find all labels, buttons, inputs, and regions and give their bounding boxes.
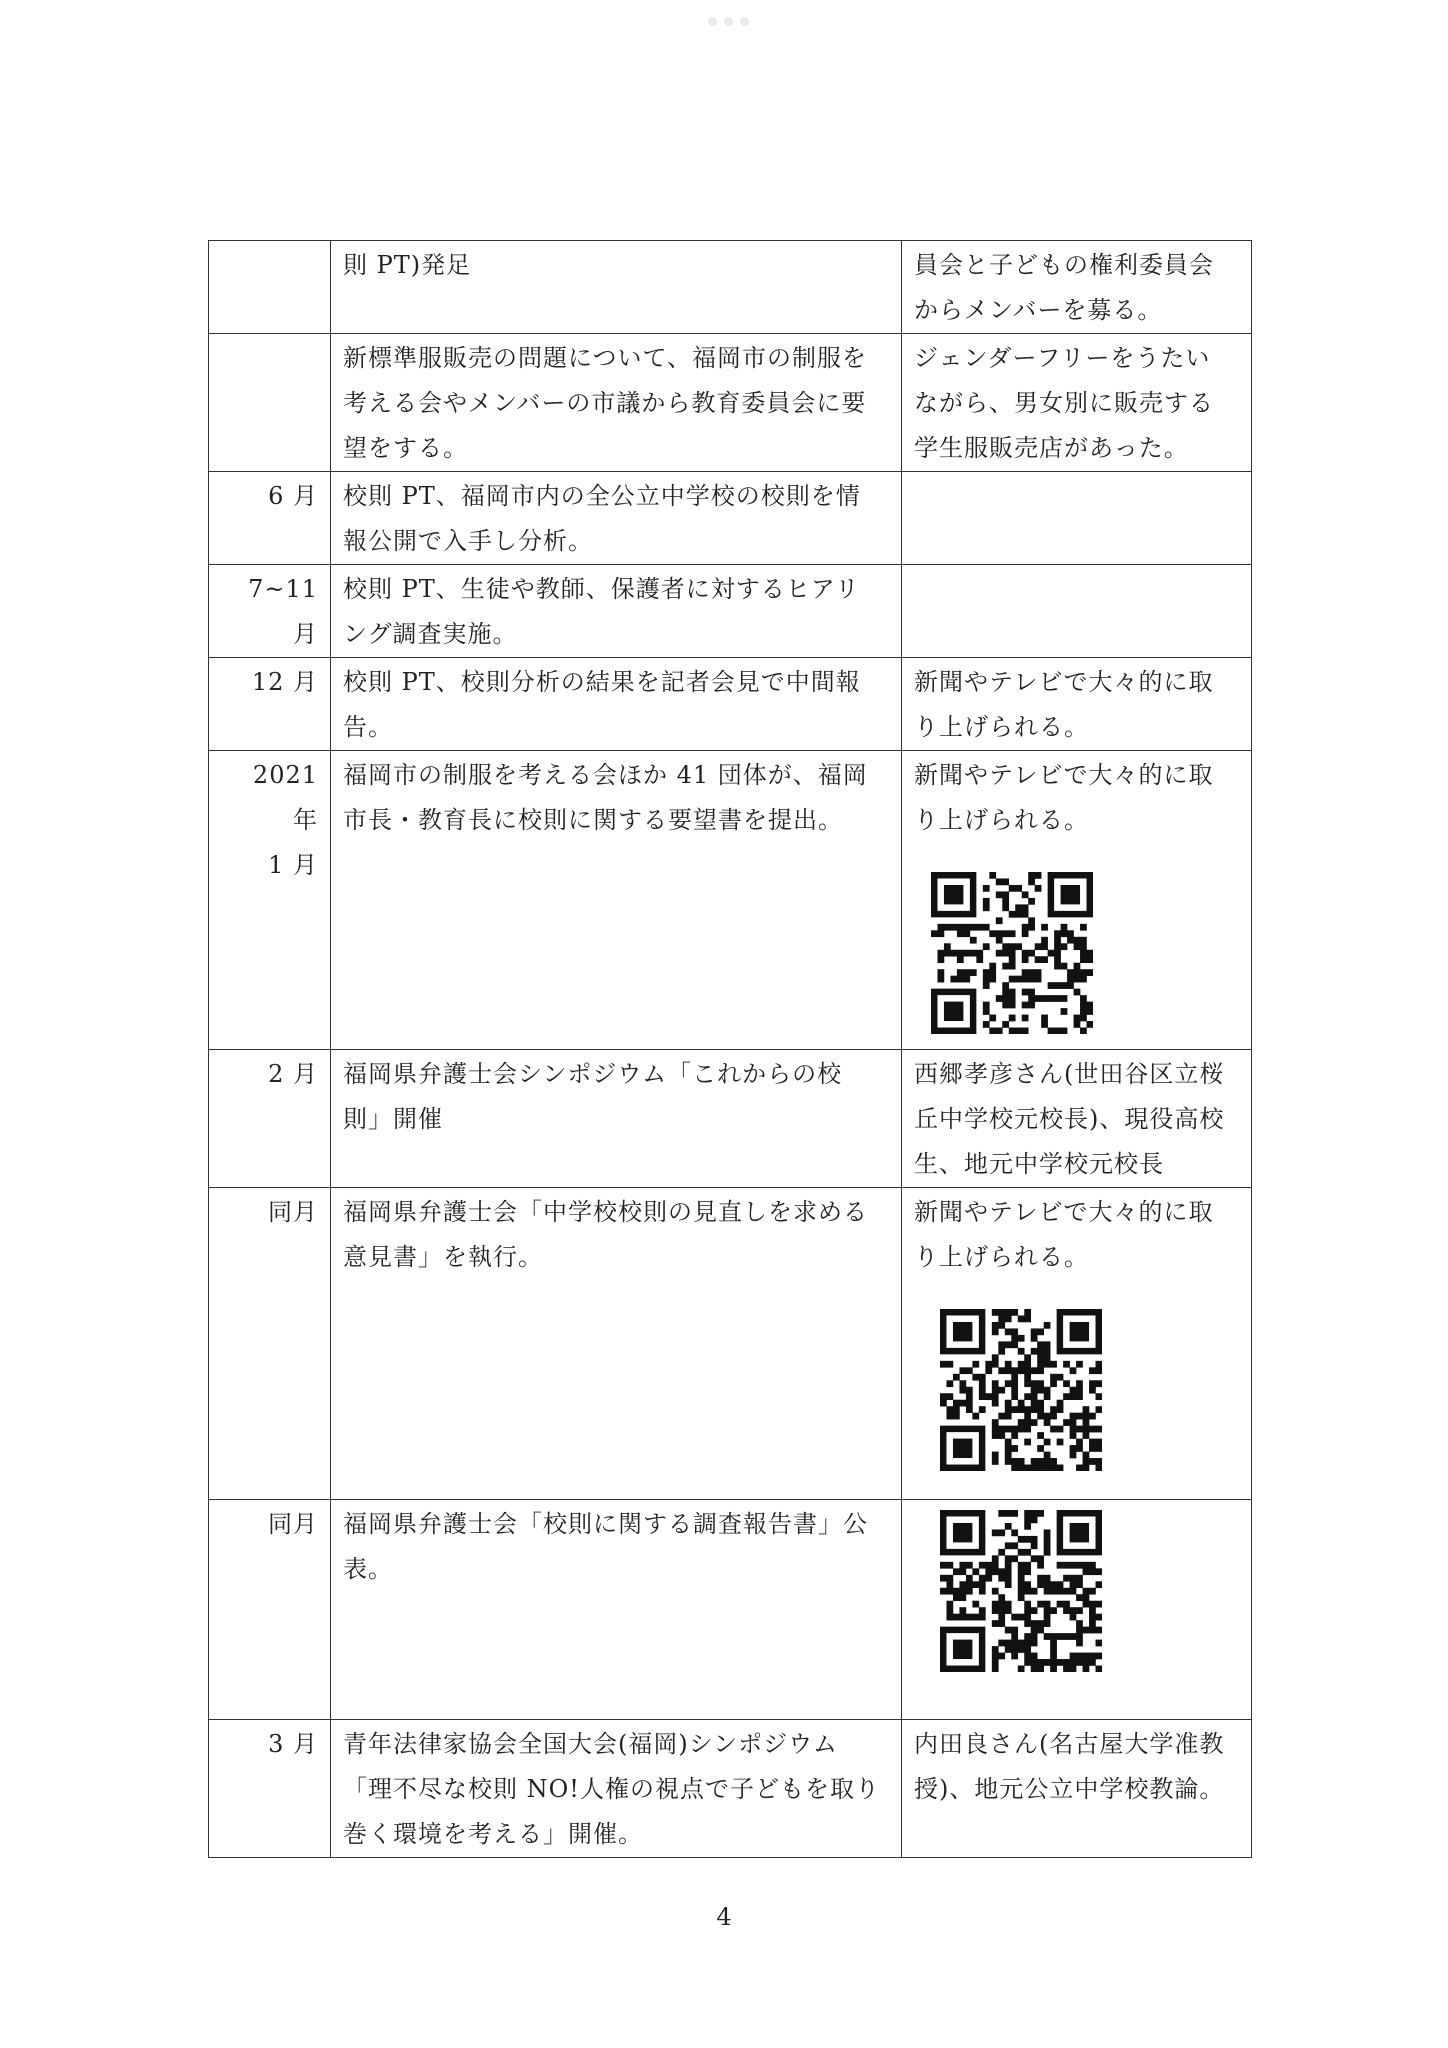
event-text: 校則 PT、生徒や教師、保護者に対するヒアリ: [343, 575, 860, 603]
note-cell: [902, 751, 1252, 1050]
event-text: 校則 PT、校則分析の結果を記者会見で中間報: [343, 668, 861, 696]
date-cell: [209, 751, 331, 1050]
date-cell: [209, 1050, 331, 1188]
note-cell: [902, 1720, 1252, 1858]
date-text: 同月: [268, 1198, 318, 1226]
event-cell: [331, 1720, 902, 1858]
date-cell: [209, 658, 331, 751]
event-text: 福岡県弁護士会「中学校校則の見直しを求める: [343, 1198, 868, 1226]
event-text: 青年法律家協会全国大会(福岡)シンポジウム: [343, 1730, 838, 1758]
date-cell: [209, 472, 331, 565]
qr-code-icon[interactable]: [940, 1309, 1102, 1471]
note-text: ジェンダーフリーをうたい: [914, 344, 1211, 372]
date-cell: [209, 565, 331, 658]
page-number: 4: [716, 1903, 732, 1931]
event-text: 福岡市の制服を考える会ほか 41 団体が、福岡: [343, 761, 868, 789]
date-cell: [209, 1188, 331, 1500]
event-text: 則」開催: [343, 1105, 443, 1133]
qr-code-icon[interactable]: [940, 1510, 1102, 1672]
note-cell: [902, 658, 1252, 751]
event-text: 福岡県弁護士会「校則に関する調査報告書」公: [343, 1510, 868, 1538]
table-row: [209, 1500, 1252, 1720]
event-cell: [331, 1188, 902, 1500]
note-cell: [902, 1050, 1252, 1188]
event-cell: [331, 241, 902, 334]
event-cell: [331, 472, 902, 565]
event-text: 福岡県弁護士会シンポジウム「これからの校: [343, 1060, 843, 1088]
event-text: 市長・教育長に校則に関する要望書を提出。: [343, 806, 843, 834]
table-row: [209, 1050, 1252, 1188]
note-text: 新聞やテレビで大々的に取: [914, 1198, 1214, 1226]
event-text: 校則 PT、福岡市内の全公立中学校の校則を情: [343, 482, 861, 510]
note-text: り上げられる。: [914, 1243, 1089, 1271]
event-text: 告。: [343, 713, 393, 741]
date-text: 12 月: [251, 668, 318, 696]
note-cell: [902, 472, 1252, 565]
event-cell: [331, 334, 902, 472]
event-cell: [331, 658, 902, 751]
date-text: 1 月: [268, 851, 318, 879]
date-text: 2 月: [268, 1060, 318, 1088]
date-cell: [209, 241, 331, 334]
note-cell: [902, 1500, 1252, 1720]
date-cell: [209, 1500, 331, 1720]
dot-icon: [708, 17, 717, 26]
window-drag-handle[interactable]: [708, 17, 749, 26]
date-text: 6 月: [268, 482, 318, 510]
note-text: からメンバーを募る。: [914, 296, 1163, 324]
note-cell: [902, 1188, 1252, 1500]
date-text: 7~11 月: [248, 575, 318, 648]
table-row: [209, 1720, 1252, 1858]
note-text: り上げられる。: [914, 806, 1089, 834]
date-text: 2021 年: [252, 761, 318, 834]
event-cell: [331, 565, 902, 658]
date-cell: [209, 1720, 331, 1858]
event-text: 巻く環境を考える」開催。: [343, 1820, 643, 1848]
qr-code-icon[interactable]: [931, 872, 1093, 1034]
date-text: 3 月: [268, 1730, 318, 1758]
event-text: 則 PT)発足: [343, 251, 472, 279]
dot-icon: [740, 17, 749, 26]
event-text: 「理不尽な校則 NO!人権の視点で子どもを取り: [343, 1775, 880, 1803]
event-text: 望をする。: [343, 434, 468, 462]
table-row: [209, 658, 1252, 751]
note-cell: [902, 565, 1252, 658]
event-text: 考える会やメンバーの市議から教育委員会に要: [343, 389, 867, 417]
table-row: [209, 565, 1252, 658]
note-cell: [902, 241, 1252, 334]
note-text: 授)、地元公立中学校教論。: [914, 1775, 1225, 1803]
date-cell: [209, 334, 331, 472]
date-text: 同月: [268, 1510, 318, 1538]
event-text: 新標準服販売の問題について、福岡市の制服を: [343, 344, 868, 372]
table-row: [209, 334, 1252, 472]
event-cell: [331, 1050, 902, 1188]
event-text: ング調査実施。: [343, 620, 518, 648]
note-cell: [902, 334, 1252, 472]
dot-icon: [724, 17, 733, 26]
note-text: 丘中学校元校長)、現役高校: [914, 1105, 1225, 1133]
table-row: [209, 472, 1252, 565]
event-cell: [331, 1500, 902, 1720]
note-text: 新聞やテレビで大々的に取: [914, 761, 1214, 789]
note-text: 員会と子どもの権利委員会: [914, 251, 1214, 279]
event-text: 意見書」を執行。: [343, 1243, 543, 1271]
note-text: 学生服販売店があった。: [914, 434, 1189, 462]
note-text: ながら、男女別に販売する: [914, 389, 1214, 417]
note-text: 内田良さん(名古屋大学准教: [914, 1730, 1225, 1758]
table-row: [209, 241, 1252, 334]
note-text: 西郷孝彦さん(世田谷区立桜: [914, 1060, 1225, 1088]
table-row: [209, 1188, 1252, 1500]
timeline-body: [209, 241, 1252, 1858]
note-text: 生、地元中学校元校長: [914, 1150, 1164, 1178]
event-text: 報公開で入手し分析。: [343, 527, 593, 555]
table-row: [209, 751, 1252, 1050]
timeline-table: [208, 240, 1252, 1858]
note-text: り上げられる。: [914, 713, 1089, 741]
event-text: 表。: [343, 1555, 393, 1583]
note-text: 新聞やテレビで大々的に取: [914, 668, 1214, 696]
event-cell: [331, 751, 902, 1050]
